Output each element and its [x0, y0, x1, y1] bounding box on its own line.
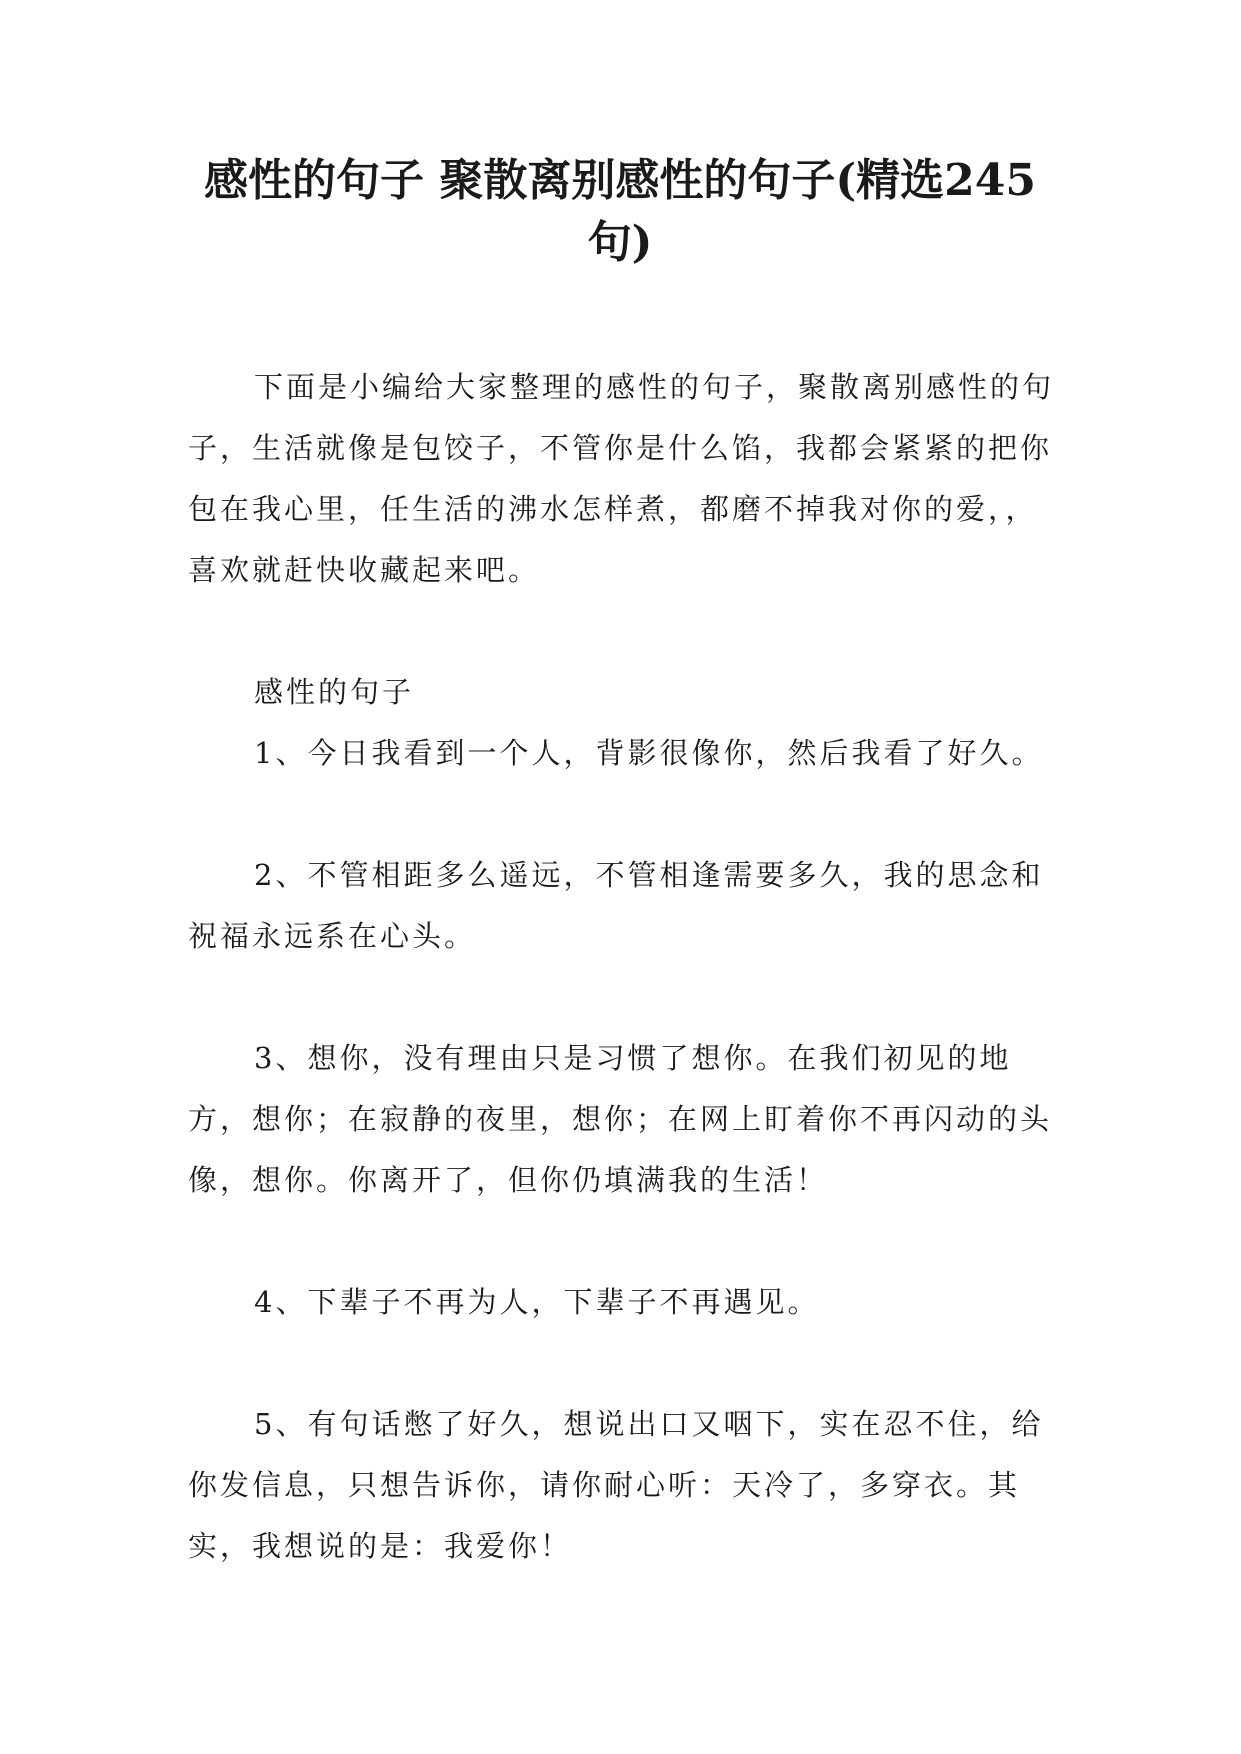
list-item: 1、今日我看到一个人，背影很像你，然后我看了好久。	[254, 736, 1044, 770]
paragraph-spacer	[188, 967, 1068, 1028]
document-body	[188, 357, 1068, 1577]
paragraph-spacer	[188, 784, 1068, 845]
document-title: 感性的句子 聚散离别感性的句子(精选245句)	[204, 155, 1036, 268]
list-item: 4、下辈子不再为人，下辈子不再遇见。	[254, 1285, 820, 1319]
intro-paragraph: 下面是小编给大家整理的感性的句子，聚散离别感性的句子，生活就像是包饺子，不管你是什么馅，我都会紧紧的把你包在我心里，任生活的沸水怎样煮，都磨不掉我对你的爱，，喜欢就赶快收藏起来吧。	[188, 370, 1055, 587]
paragraph-spacer	[188, 1211, 1068, 1272]
list-item: 5、有句话憋了好久，想说出口又咽下，实在忍不住，给你发信息，只想告诉你，请你耐心听：天冷了，多穿衣。其实，我想说的是：我爱你！	[188, 1407, 1044, 1563]
paragraph-spacer	[188, 1333, 1068, 1394]
list-item: 3、想你，没有理由只是习惯了想你。在我们初见的地方，想你；在寂静的夜里，想你；在网上盯着你不再闪动的头像，想你。你离开了，但你仍填满我的生活！	[188, 1041, 1053, 1197]
list-item: 2、不管相距多么遥远，不管相逢需要多久，我的思念和祝福永远系在心头。	[188, 858, 1044, 953]
paragraph-spacer	[188, 601, 1068, 662]
section-heading: 感性的句子	[254, 675, 415, 709]
